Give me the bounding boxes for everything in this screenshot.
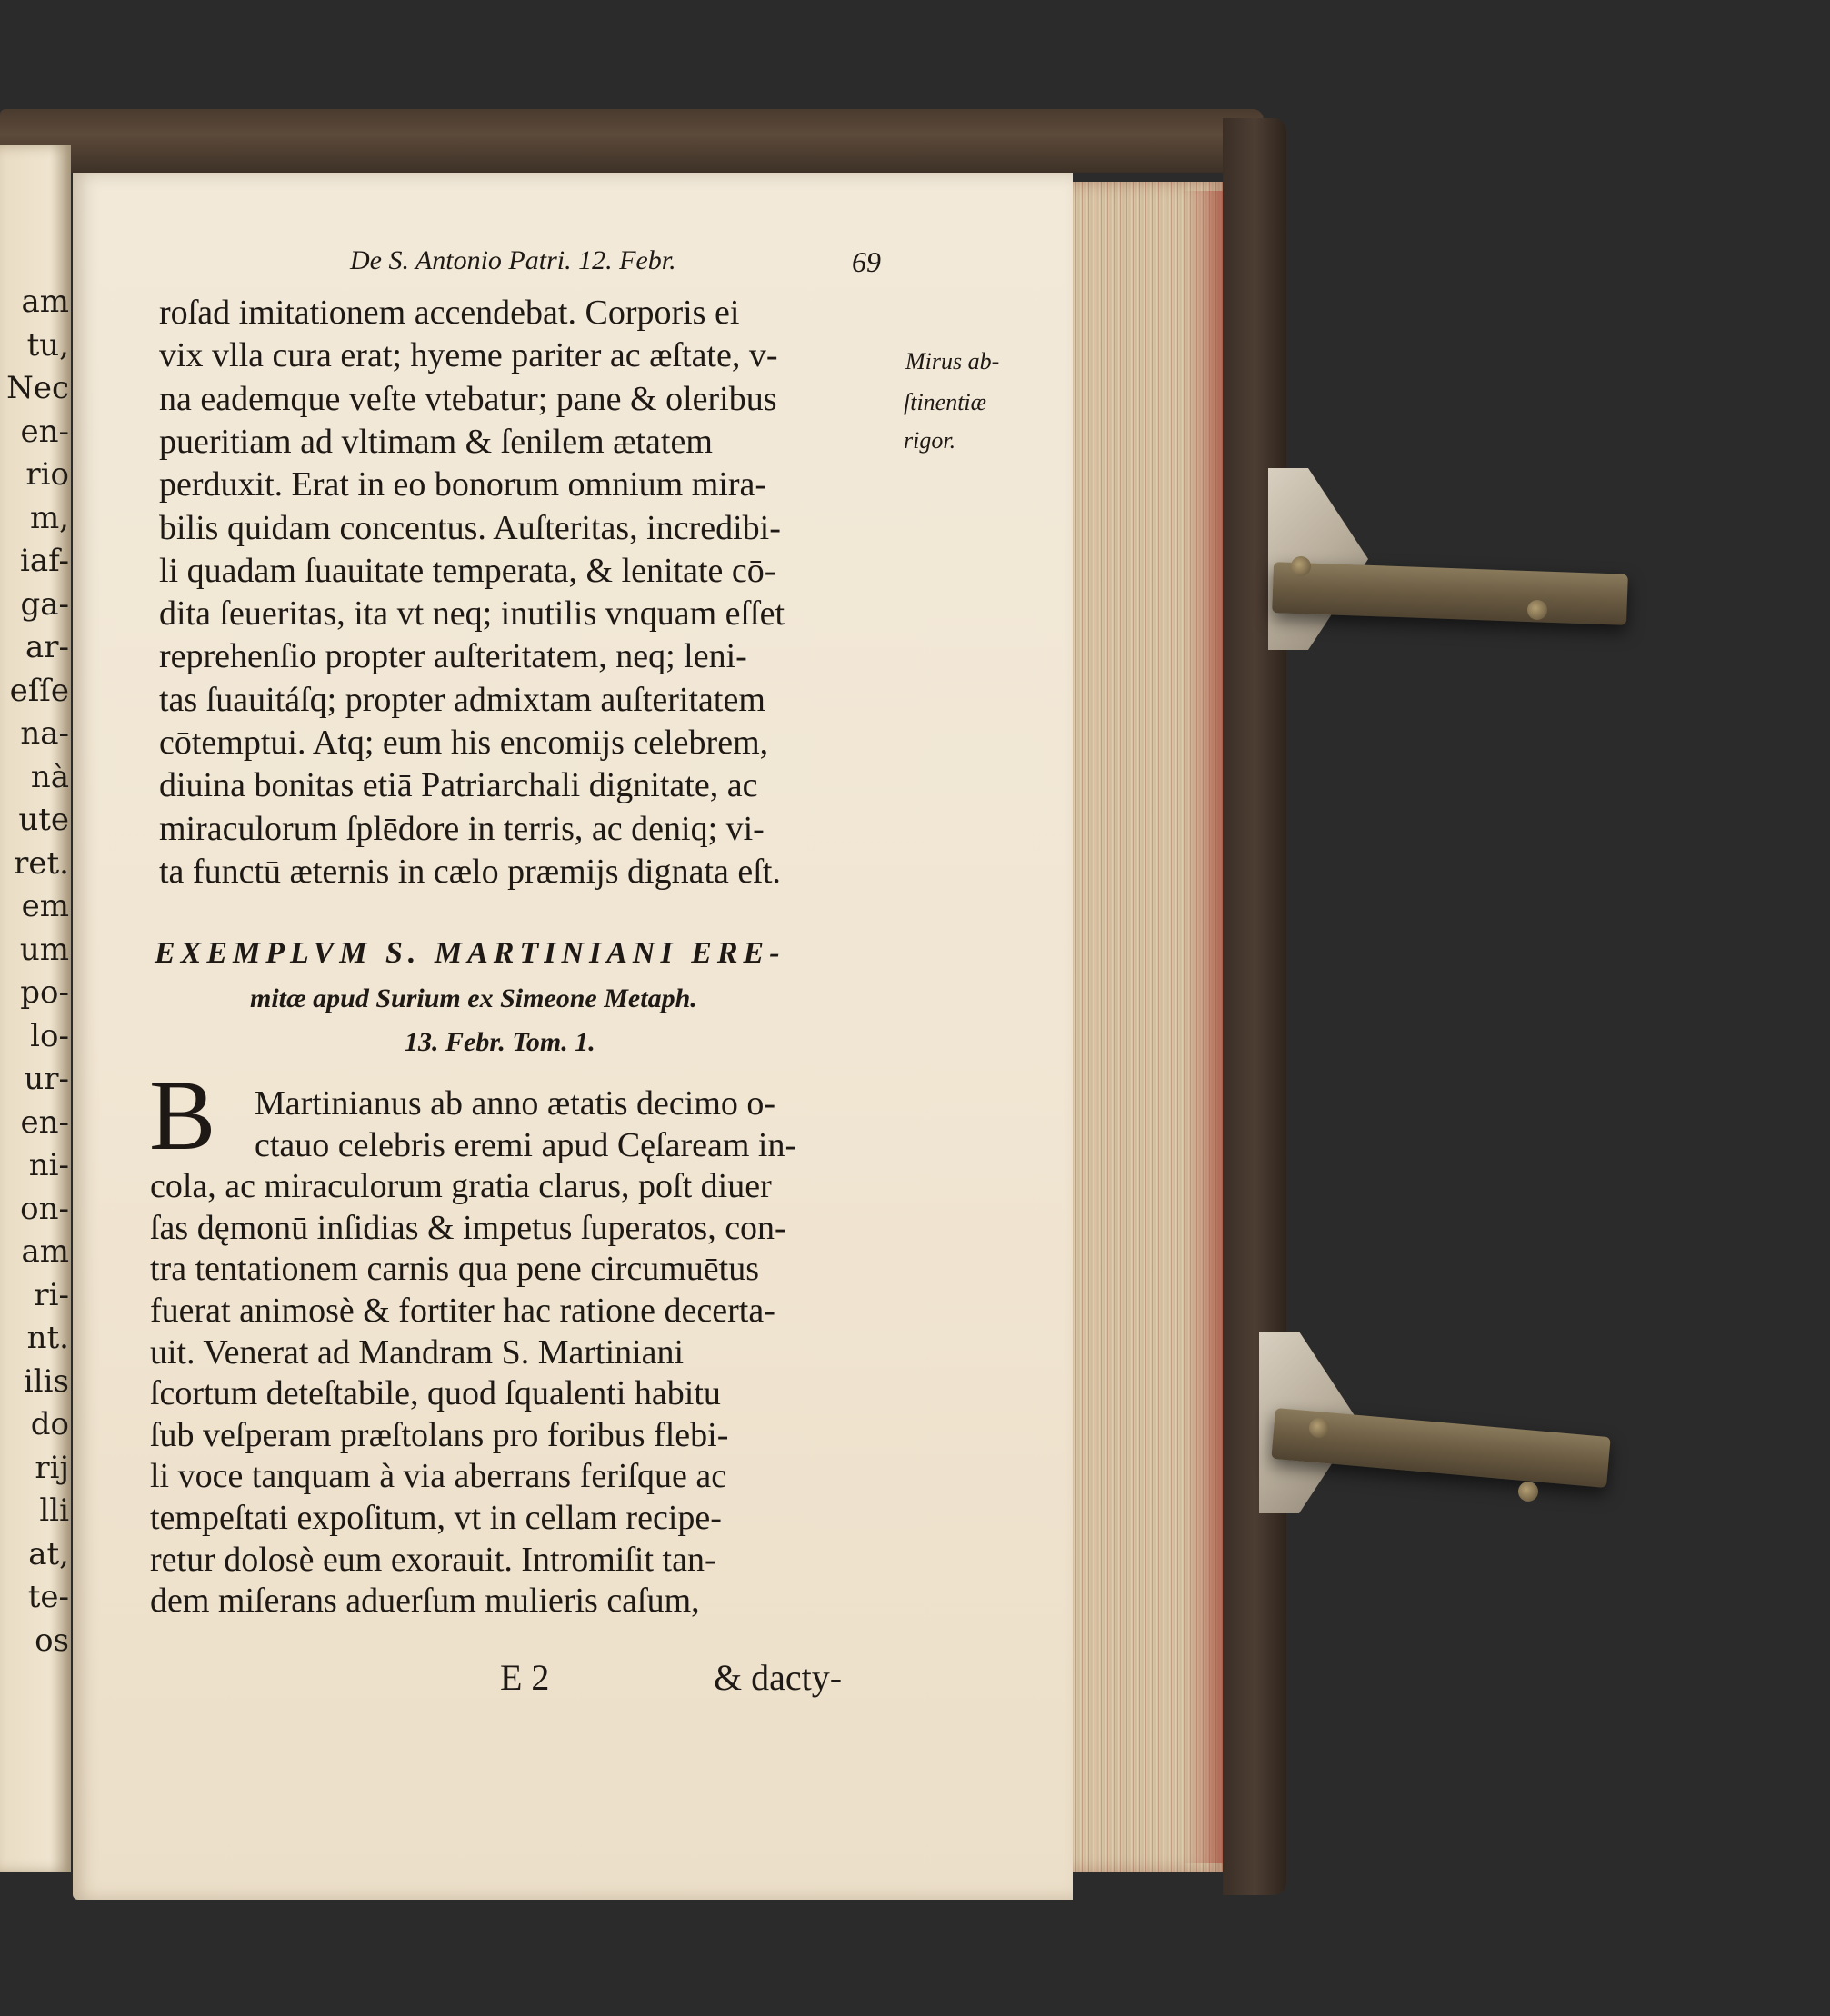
left-page-fragment: ilis <box>23 1362 69 1400</box>
running-head: De S. Antonio Patri. 12. Febr. <box>350 245 676 275</box>
text-line: ſub veſperam præſtolans pro foribus flebi- <box>150 1415 729 1454</box>
section-heading-date: 13. Febr. Tom. 1. <box>405 1027 595 1057</box>
left-page-fragment: um <box>19 931 69 968</box>
left-page-fragment: eſſe <box>9 672 69 709</box>
catchword: & dacty- <box>714 1657 843 1698</box>
left-page-fragment: Nec <box>6 370 69 406</box>
text-line: diuina bonitas etiā Patriarchali dignitate, ac <box>159 766 758 805</box>
left-page-fragment: am <box>21 284 69 320</box>
left-page-fragment: on- <box>20 1190 69 1227</box>
left-page-fragment: am <box>21 1233 69 1270</box>
text-line: ſas dęmonū inſidias & impetus ſuperatos, con- <box>150 1208 786 1247</box>
margin-note-line: ſtinentiæ <box>904 389 986 415</box>
left-page-fragment: m, <box>29 499 69 536</box>
text-line: fuerat animosè & fortiter hac ratione decerta- <box>150 1292 775 1330</box>
left-page-fragment: lli <box>39 1492 69 1529</box>
left-page-fragment: em <box>21 888 69 924</box>
text-line: na eademque veſte vtebatur; pane & oleribus <box>159 379 777 418</box>
left-page-fragment: ar- <box>25 629 69 665</box>
text-line: ſcortum deteſtabile, quod ſqualenti habitu <box>150 1374 721 1413</box>
section-heading-source: mitæ apud Surium ex Simeone Metaph. <box>250 983 697 1013</box>
left-page-fragment: nà <box>30 758 69 795</box>
left-page-fragment: nt. <box>26 1320 69 1356</box>
left-page-fragment: ni- <box>28 1147 69 1183</box>
left-page-fragment: ur- <box>24 1061 69 1097</box>
text-line: tempeſtati expoſitum, vt in cellam recipe- <box>150 1499 722 1537</box>
text-line: roſad imitationem accendebat. Corporis ei <box>159 294 740 332</box>
text-line: dita ſeueritas, ita vt neq; inutilis vnquam eſſet <box>159 594 785 634</box>
left-page-fragment: iaf- <box>19 543 69 579</box>
text-line: perduxit. Erat in eo bonorum omnium mira- <box>159 465 767 504</box>
text-line: bilis quidam concentus. Auſteritas, incredibi- <box>159 508 781 547</box>
left-page-fragment: ri- <box>34 1276 69 1313</box>
left-page-fragment: at, <box>28 1535 69 1572</box>
left-page-fragment: po- <box>20 974 69 1011</box>
left-page-fragment: na- <box>20 715 69 752</box>
drop-cap: B <box>149 1060 216 1171</box>
left-page-fragment: tu, <box>26 326 69 364</box>
left-page-fragment: rij <box>35 1449 69 1486</box>
left-page-fragment: lo- <box>30 1017 69 1054</box>
left-page-fragment: os <box>35 1622 69 1659</box>
page-number: 69 <box>852 245 881 278</box>
left-page-fragment: en- <box>20 413 69 450</box>
text-line: cola, ac miraculorum gratia clarus, poſt diuer <box>150 1167 772 1206</box>
left-page-fragment: do <box>30 1406 69 1442</box>
text-line: ctauo celebris eremi apud Cęſaream in- <box>255 1125 797 1164</box>
text-line: li quadam ſuauitate temperata, & lenitate cō- <box>159 551 776 590</box>
text-line: tra tentationem carnis qua pene circumuētus <box>150 1250 760 1289</box>
left-page-fragment: te- <box>27 1579 69 1615</box>
left-page-fragment: rio <box>25 456 69 493</box>
section-heading: EXEMPLVM S. MARTINIANI ERE- <box>155 936 785 970</box>
left-page-fragment: ret. <box>14 844 69 882</box>
margin-note-line: Mirus ab- <box>905 348 1000 374</box>
text-line: uit. Venerat ad Mandram S. Martiniani <box>150 1332 685 1372</box>
signature-mark: E 2 <box>500 1657 550 1698</box>
text-line: reprehenſio propter auſteritatem, neq; leni- <box>159 637 747 676</box>
left-page-fragment: ute <box>18 802 69 838</box>
text-line: ta functū æternis in cælo præmijs dignata eſt. <box>159 852 781 891</box>
text-line: miraculorum ſplēdore in terris, ac deniq; vi- <box>159 809 765 848</box>
text-line: Martinianus ab anno ætatis decimo o- <box>255 1084 776 1123</box>
text-line: retur dolosè eum exorauit. Intromiſit tan- <box>150 1540 716 1579</box>
text-line: li voce tanquam à via aberrans feriſque ac <box>150 1457 727 1496</box>
text-line: tas ſuauitáſq; propter admixtam auſteritatem <box>159 680 765 719</box>
left-page-fragment: ga- <box>20 585 69 623</box>
text-line: pueritiam ad vltimam & ſenilem ætatem <box>159 422 713 461</box>
left-page-fragment: en- <box>20 1103 69 1141</box>
text-line: vix vlla cura erat; hyeme pariter ac æſtate, v- <box>159 336 778 375</box>
margin-note-line: rigor. <box>904 427 956 454</box>
text-line: dem miſerans aduerſum mulieris caſum, <box>150 1582 700 1621</box>
text-line: cōtemptui. Atq; eum his encomijs celebrem, <box>159 724 769 762</box>
